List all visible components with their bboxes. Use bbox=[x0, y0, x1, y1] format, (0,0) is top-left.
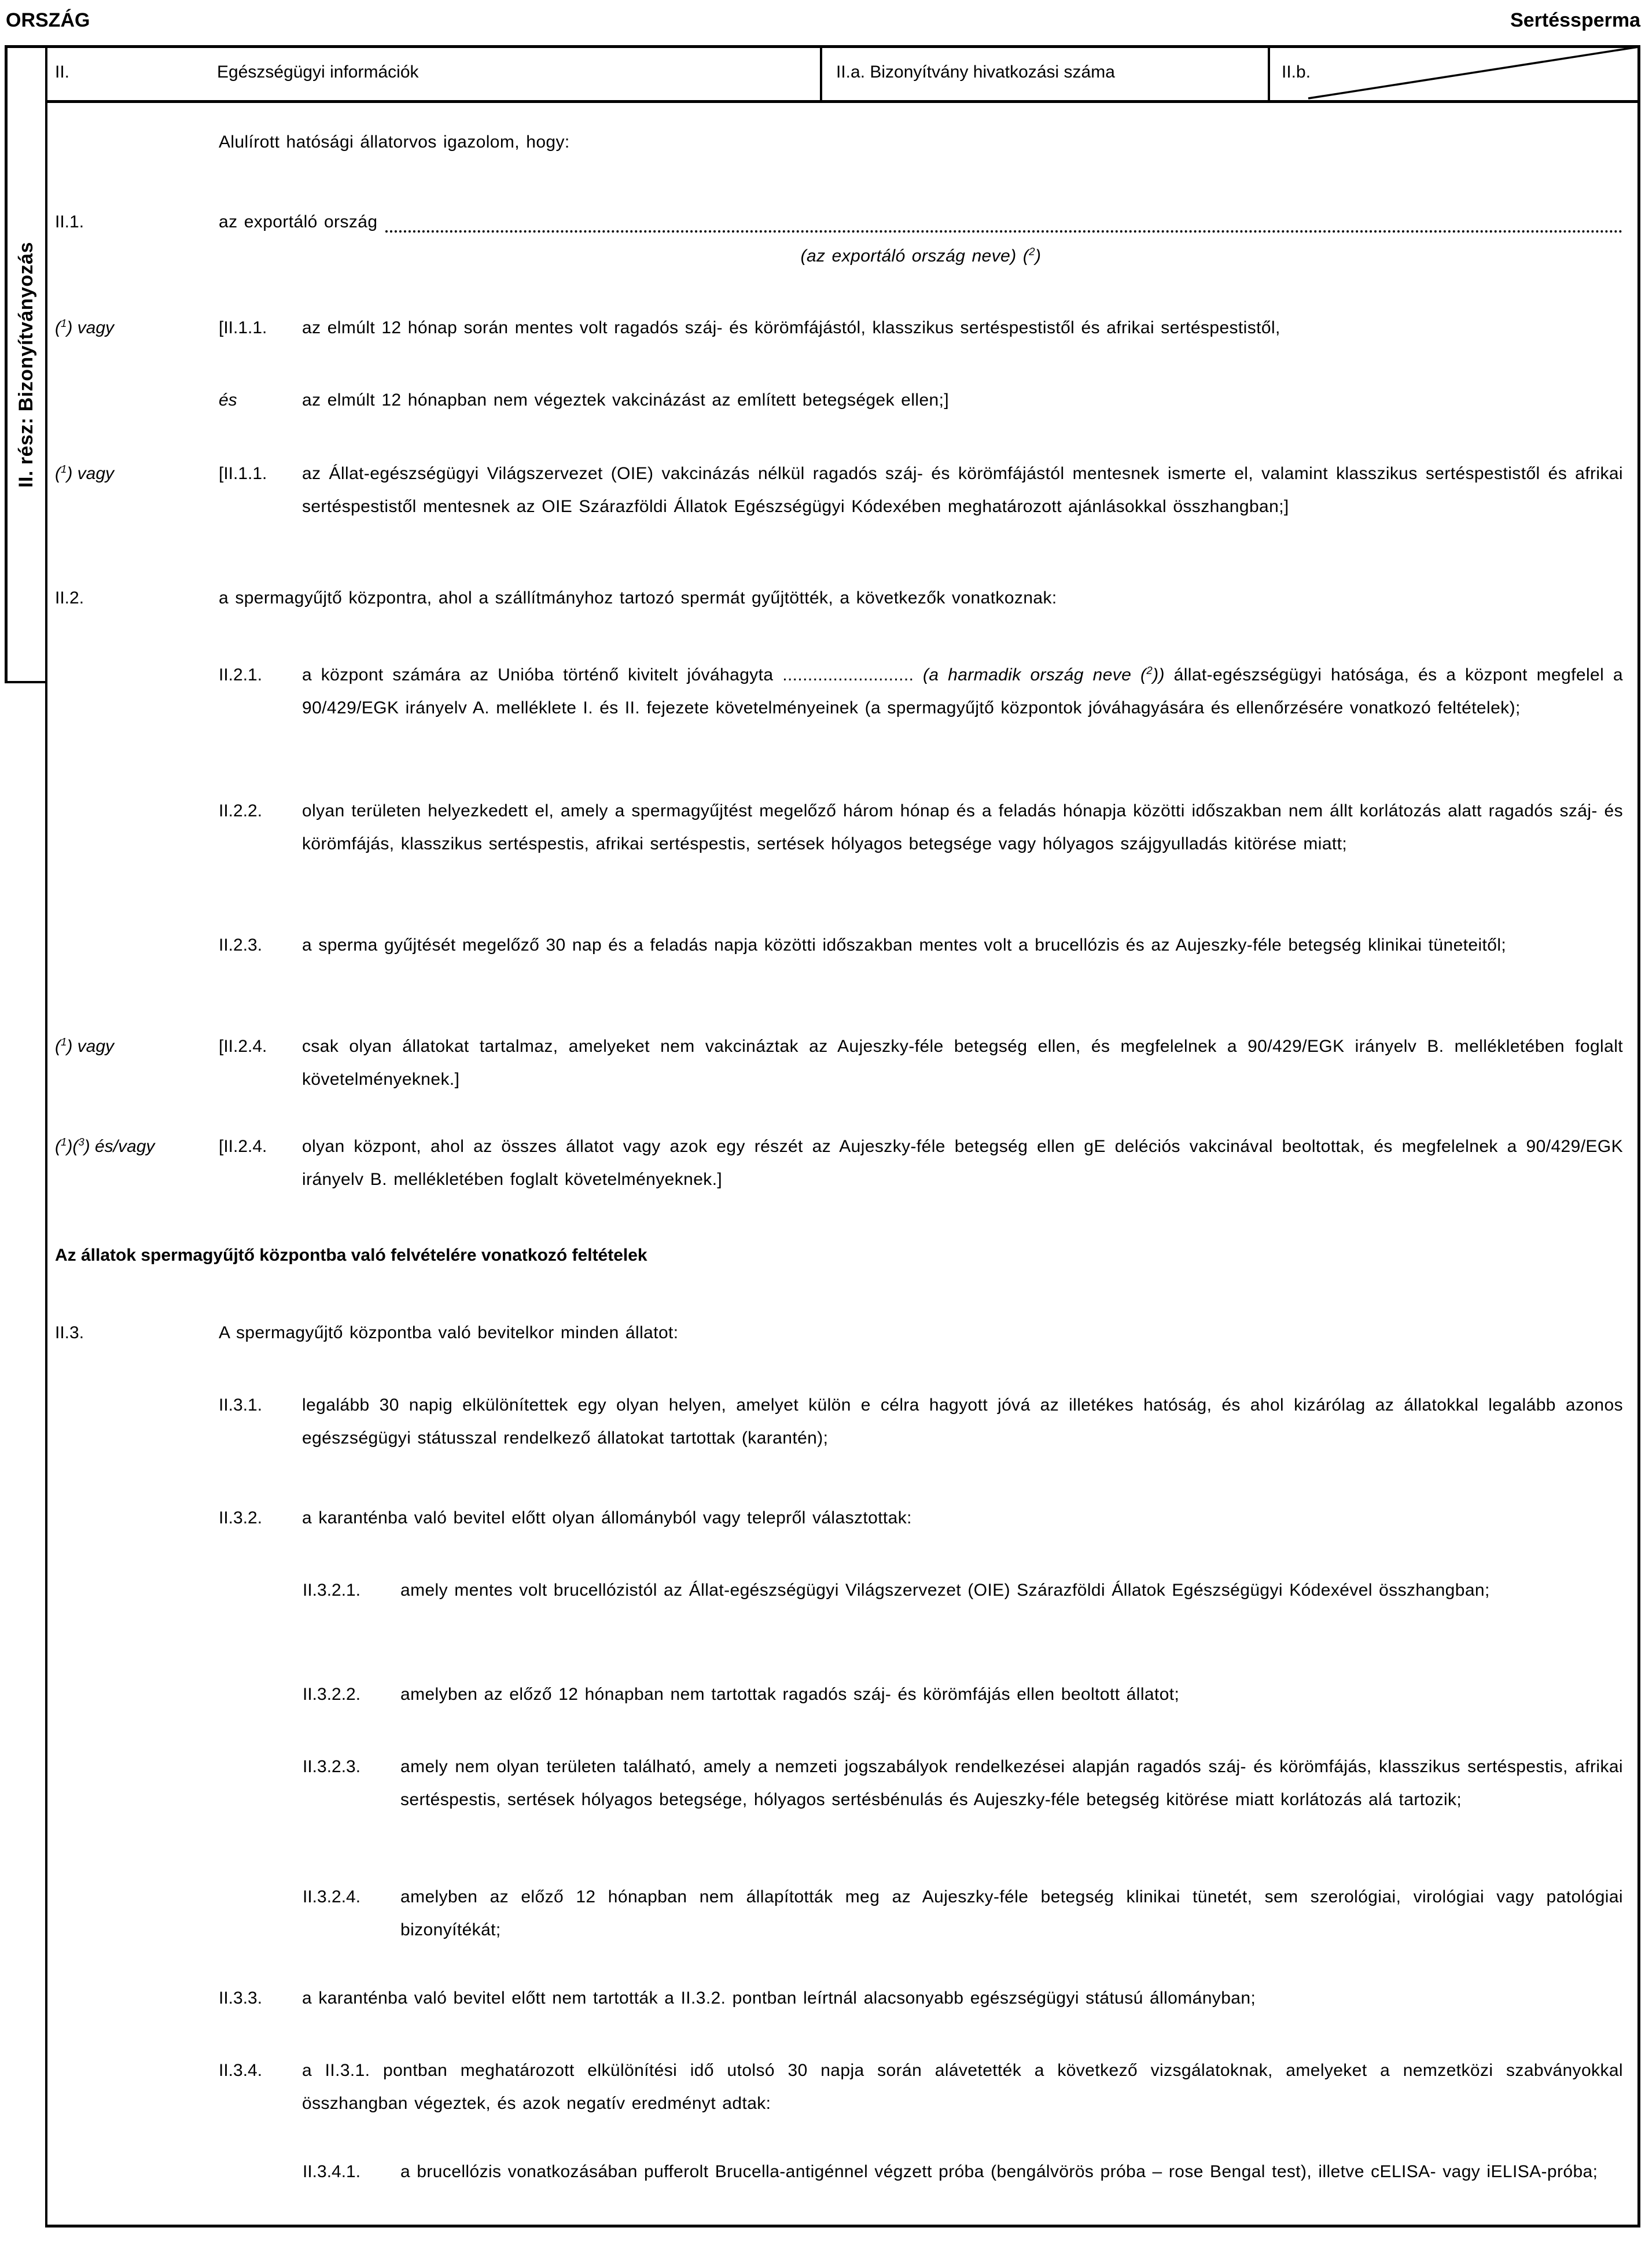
clause-number: II.3.2.4. bbox=[303, 1887, 361, 1906]
clause-text: a spermagyűjtő központra, ahol a szállítmányhoz tartozó spermát gyűjtötték, a következők vonatkoznak: bbox=[219, 588, 1057, 608]
clause-text: a brucellózis vonatkozásában pufferolt Brucella-antigénnel végzett próba (bengálvörös próba – rose Bengal test), illetve cELISA- vagy iELISA-próba; bbox=[400, 2162, 1598, 2181]
clause-text: az Állat-egészségügyi Világszervezet (OIE) vakcinázás nélkül ragadós száj- és körömfájástól mentesnek ismerte el, valamint klasszikus sertéspestistől és afrikai sertéspestistől mentesnek az OIE Szárazföldi Állatok Egészségügyi Kódexében meghatározott ajánlásokkal összhangban;] bbox=[302, 464, 1623, 516]
option-marker: ($^1$) vagy bbox=[55, 463, 115, 483]
clause-number: [II.2.4. bbox=[219, 1037, 267, 1056]
clause-number: II.3.4. bbox=[219, 2061, 263, 2080]
clause-text: amelyben az előző 12 hónapban nem tartottak ragadós száj- és körömfájás ellen beoltott állatot; bbox=[400, 1685, 1180, 1704]
clause-number: II.3.2.1. bbox=[303, 1581, 361, 1600]
certificate-reference-cell bbox=[820, 45, 1268, 100]
table-header-row bbox=[45, 45, 1640, 100]
clause-number: II.2.3. bbox=[219, 936, 263, 955]
clause-number: II.3. bbox=[55, 1323, 84, 1342]
clause-number: II.3.2.3. bbox=[303, 1757, 361, 1776]
option-marker: ($^1$)($^3$) és/vagy bbox=[55, 1136, 155, 1156]
exporting-country-caption: (az exportáló ország neve) ($^2$) bbox=[800, 245, 1042, 266]
clause-text: csak olyan állatokat tartalmaz, amelyeket nem vakcináztak az Aujeszky-féle betegség ellen, és megfelelnek a 90/429/EGK irányelv B. mellékletében foglalt követelményeknek.] bbox=[302, 1037, 1623, 1089]
health-information-cell bbox=[45, 45, 820, 100]
clause-text: a sperma gyűjtését megelőző 30 nap és a feladás napja közötti időszakban mentes volt a brucellózis és az Aujeszky-féle betegség klinikai tüneteitől; bbox=[302, 936, 1507, 955]
border-line bbox=[45, 2225, 1640, 2228]
clause-number: II.1. bbox=[55, 212, 84, 231]
admission-conditions-heading-text: Az állatok spermagyűjtő központba való felvételére vonatkozó feltételek bbox=[55, 1246, 647, 1265]
and-connector: és bbox=[219, 391, 237, 410]
exporting-country-line bbox=[219, 205, 1623, 238]
clause-number: II.3.2. bbox=[219, 1508, 263, 1527]
clause-number: II.3.2.2. bbox=[303, 1685, 361, 1704]
certificate-body bbox=[45, 103, 1640, 2225]
dotted-fill-line bbox=[385, 230, 1623, 233]
clause-number: [II.1.1. bbox=[219, 318, 267, 337]
section-number: II. bbox=[55, 62, 70, 82]
commodity-label: Sertéssperma bbox=[1510, 9, 1640, 31]
clause-text: a karanténba való bevitel előtt nem tartották a II.3.2. pontban leírtnál alacsonyabb egészségügyi státusú állományban; bbox=[302, 1989, 1256, 2008]
clause-text: legalább 30 napig elkülönítettek egy olyan helyen, amelyet külön e célra hagyott jóvá az illetékes hatóság, és ahol kizárólag az állatokkal legalább azonos egészségügyi státusszal rendelkező állatokat tartottak (karantén); bbox=[302, 1396, 1623, 1448]
clause-text: olyan területen helyezkedett el, amely a spermagyűjtést megelőző három hónap és a feladás hónapja közötti időszakban nem állt korlátozás alatt ragadós száj- és körömfájás, klasszikus sertéspestis, afrikai sertéspestis, sertések hólyagos betegsége vagy hólyagos szájgyulladás kitörése miatt; bbox=[302, 801, 1623, 853]
border-line bbox=[5, 681, 47, 683]
clause-text: olyan központ, ahol az összes állatot vagy azok egy részét az Aujeszky-féle betegség ellen gE deléciós vakcinával beoltottak, és megfelelnek a 90/429/EGK irányelv B. mellékletében foglalt követelményeknek.] bbox=[302, 1137, 1623, 1189]
clause-number: II.2. bbox=[55, 588, 84, 608]
clause-number: [II.2.4. bbox=[219, 1137, 267, 1156]
part2-sidebar bbox=[8, 48, 45, 681]
clause-text: amelyben az előző 12 hónapban nem állapították meg az Aujeszky-féle betegség klinikai tünetét, sem szerológiai, virológiai vagy patológiai bizonyítékát; bbox=[400, 1887, 1623, 1939]
country-label: ORSZÁG bbox=[6, 9, 90, 31]
certificate-reference-label: II.a. Bizonyítvány hivatkozási száma bbox=[836, 62, 1115, 82]
exporting-country-label: az exportáló ország bbox=[219, 212, 378, 231]
clause-text: a karanténba való bevitel előtt olyan állományból vagy telepről választottak: bbox=[302, 1508, 912, 1527]
clause-text: A spermagyűjtő központba való bevitelkor minden állatot: bbox=[219, 1323, 679, 1342]
local-reference-cell bbox=[1268, 45, 1640, 100]
diagonal-strike-line bbox=[1268, 45, 1640, 100]
clause-text: amely mentes volt brucellózistól az Állat-egészségügyi Világszervezet (OIE) Szárazföldi Állatok Egészségügyi Kódexével összhangban; bbox=[400, 1581, 1490, 1600]
clause-text: az elmúlt 12 hónapban nem végeztek vakcinázást az említett betegségek ellen;] bbox=[302, 391, 950, 410]
clause-text bbox=[302, 658, 1623, 724]
page-top-labels bbox=[6, 9, 1640, 36]
clause-number: [II.1.1. bbox=[219, 464, 267, 483]
intro-text: Alulírott hatósági állatorvos igazolom, hogy: bbox=[219, 132, 570, 152]
certificate-part2-table bbox=[5, 45, 1640, 2228]
local-reference-label: II.b. bbox=[1282, 62, 1311, 82]
clause-text: az elmúlt 12 hónap során mentes volt ragadós száj- és körömfájástól, klasszikus sertéspestistől és afrikai sertéspestistől, bbox=[302, 318, 1280, 337]
clause-number: II.3.1. bbox=[219, 1396, 263, 1415]
part2-sidebar-label: II. rész: Bizonyítványozás bbox=[15, 241, 37, 488]
clause-text: amely nem olyan területen található, amely a nemzeti jogszabályok rendelkezései alapján ragadós száj- és körömfájás, klasszikus sertéspestis, afrikai sertéspestis, sertések hólyagos betegsége, hólyagos sertésbénulás és Aujeszky-féle betegség kitörése miatt korlátozás alá tartozik; bbox=[400, 1757, 1623, 1809]
section-title: Egészségügyi információk bbox=[217, 62, 419, 82]
clause-number: II.3.3. bbox=[219, 1989, 263, 2008]
clause-number: II.3.4.1. bbox=[303, 2162, 361, 2181]
clause-text-post: állat-egészségügyi hatósága, és a központ megfelel a 90/429/EGK irányelv A. melléklete I. és II. fejezete követelményeinek (a spermagyűjtő központok jóváhagyására és ellenőrzésére vonatkozó feltételek); bbox=[302, 665, 1623, 717]
option-marker: ($^1$) vagy bbox=[55, 317, 115, 337]
clause-text-pre: a központ számára az Unióba történő kivitelt jóváhagyta .......................... bbox=[302, 665, 923, 684]
clause-number: II.2.1. bbox=[219, 665, 263, 684]
clause-number: II.2.2. bbox=[219, 801, 263, 820]
clause-text: a II.3.1. pontban meghatározott elkülönítési idő utolsó 30 napja során alávetették a következő vizsgálatoknak, amelyeket a nemzetközi szabványokkal összhangban végeztek, és azok negatív eredményt adtak: bbox=[302, 2061, 1623, 2113]
third-country-name-caption: (a harmadik ország neve ($^2$)) bbox=[923, 664, 1165, 684]
option-marker: ($^1$) vagy bbox=[55, 1036, 115, 1056]
